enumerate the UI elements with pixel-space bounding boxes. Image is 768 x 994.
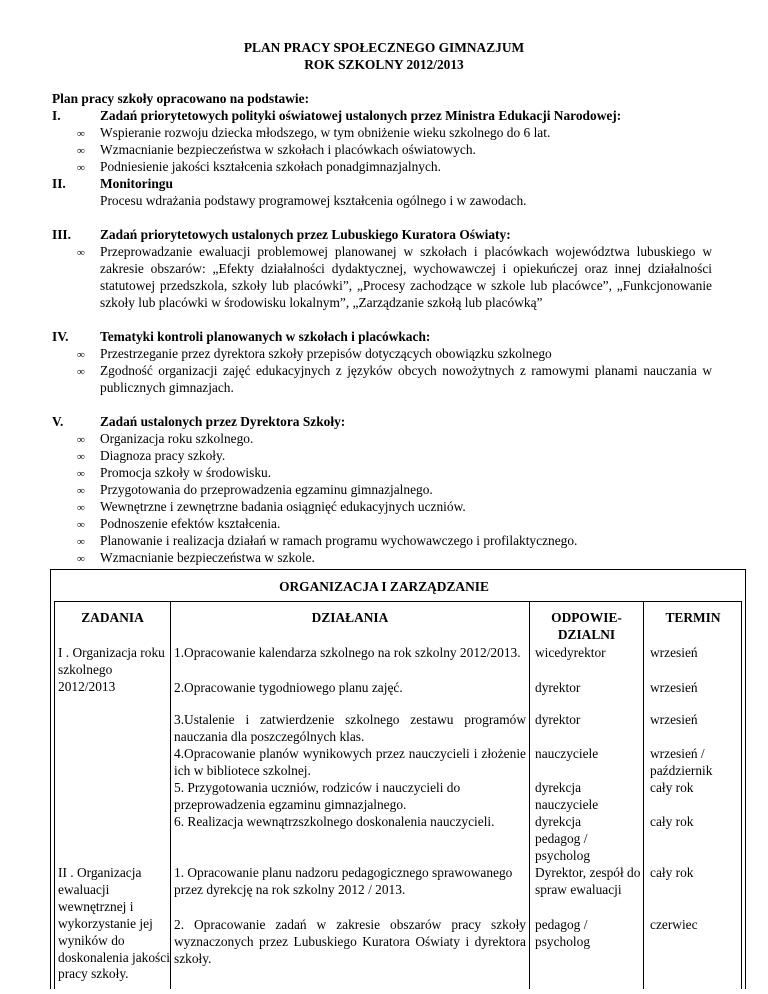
table-cell-dzialanie: 2. Opracowanie zadań w zakresie obszarów pracy szkoły wyznaczonych przez Lubuskiego Kuratora Oświaty i dyrektora szkoły.	[174, 917, 526, 966]
table-cell-odpowiedzialni: dyrekcja pedagog / psycholog	[535, 814, 591, 863]
table-cell-termin: wrzesień / październik	[650, 746, 713, 778]
table-cell-dzialanie: 5. Przygotowania uczniów, rodziców i nauczycieli do przeprowadzenia egzaminu gimnazjalnego.	[174, 780, 461, 812]
table-cell-odpowiedzialni: wicedyrektor	[535, 645, 606, 660]
table-cell-odpowiedzialni: dyrektor	[535, 680, 581, 695]
table-cell-odpowiedzialni: dyrekcja nauczyciele	[535, 780, 599, 812]
table-cell-odpowiedzialni: Dyrektor, zespół do spraw ewaluacji	[535, 865, 641, 897]
table-cell-odpowiedzialni: pedagog / psycholog	[535, 917, 591, 949]
bullet-icon: ∞	[77, 247, 85, 259]
bullet-text: Zgodność organizacji zajęć edukacyjnych z języków obcych nowożytnych z ramowymi planami nauczania w publicznych gimnazjach.	[100, 363, 712, 395]
bullet-icon: ∞	[77, 468, 85, 480]
section-heading: Tematyki kontroli planowanych w szkołach i placówkach:	[100, 329, 431, 344]
table-cell-odpowiedzialni: nauczyciele	[535, 746, 599, 761]
bullet-text: Diagnoza pracy szkoły.	[100, 448, 226, 463]
bullet-icon: ∞	[77, 451, 85, 463]
section-text: Procesu wdrażania podstawy programowej kształcenia ogólnego i w zawodach.	[100, 193, 527, 208]
table-cell-dzialanie: 1.Opracowanie kalendarza szkolnego na rok szkolny 2012/2013.	[174, 645, 521, 660]
bullet-icon: ∞	[77, 162, 85, 174]
bullet-icon: ∞	[77, 536, 85, 548]
section-number: V.	[52, 414, 64, 429]
bullet-text: Organizacja roku szkolnego.	[100, 431, 254, 446]
bullet-text: Promocja szkoły w środowisku.	[100, 465, 272, 480]
bullet-text: Planowanie i realizacja działań w ramach programu wychowawczego i profilaktycznego.	[100, 533, 578, 548]
school-year: ROK SZKOLNY 2012/2013	[304, 57, 464, 72]
bullet-text: Wzmacnianie bezpieczeństwa w szkołach i placówkach oświatowych.	[100, 142, 476, 157]
table-cell-dzialanie: 3.Ustalenie i zatwierdzenie szkolnego zestawu programów nauczania dla poszczególnych klas.	[174, 712, 526, 744]
bullet-icon: ∞	[77, 485, 85, 497]
table-cell-termin: wrzesień	[650, 680, 698, 695]
section-heading: Zadań ustalonych przez Dyrektora Szkoły:	[100, 414, 346, 429]
table-cell-termin: czerwiec	[650, 917, 698, 932]
bullet-icon: ∞	[77, 366, 85, 378]
column-header-dzialania: DZIAŁANIA	[311, 610, 389, 625]
table-cell-termin: cały rok	[650, 814, 694, 829]
bullet-text: Wspieranie rozwoju dziecka młodszego, w tym obniżenie wieku szkolnego do 6 lat.	[100, 125, 551, 140]
intro-line: Plan pracy szkoły opracowano na podstawie:	[52, 91, 310, 106]
section-heading: Zadań priorytetowych polityki oświatowej ustalonych przez Ministra Edukacji Narodowej:	[100, 108, 622, 123]
column-divider	[643, 601, 644, 989]
table-cell-zadanie: II . Organizacja ewaluacji wewnętrznej i wykorzystanie jej wyników do doskonalenia jakości pracy szkoły.	[58, 865, 170, 982]
doc-title: PLAN PRACY SPOŁECZNEGO GIMNAZJUM	[243, 40, 525, 55]
section-number: II.	[52, 176, 66, 191]
table-cell-termin: cały rok	[650, 780, 694, 795]
column-header-termin: TERMIN	[665, 610, 721, 625]
section-number: I.	[52, 108, 61, 123]
bullet-text: Wewnętrzne i zewnętrzne badania osiągnięć edukacyjnych uczniów.	[100, 499, 466, 514]
table-title: ORGANIZACJA I ZARZĄDZANIE	[279, 579, 489, 594]
table-cell-termin: wrzesień	[650, 712, 698, 727]
table-cell-dzialanie: 2.Opracowanie tygodniowego planu zajęć.	[174, 680, 403, 695]
bullet-text: Podnoszenie efektów kształcenia.	[100, 516, 281, 531]
bullet-icon: ∞	[77, 434, 85, 446]
bullet-text: Przestrzeganie przez dyrektora szkoły przepisów dotyczących obowiązku szkolnego	[100, 346, 552, 361]
bullet-icon: ∞	[77, 502, 85, 514]
table-cell-dzialanie: 1. Opracowanie planu nadzoru pedagogicznego sprawowanego przez dyrekcję na rok szkolny 2012 / 2013.	[174, 865, 513, 897]
bullet-text: Wzmacnianie bezpieczeństwa w szkole.	[100, 550, 315, 565]
column-header-zadania: ZADANIA	[81, 610, 144, 625]
bullet-icon: ∞	[77, 553, 85, 565]
bullet-text: Przygotowania do przeprowadzenia egzaminu gimnazjalnego.	[100, 482, 433, 497]
column-divider	[170, 601, 171, 989]
bullet-text: Przeprowadzanie ewaluacji problemowej planowanej w szkołach i placówkach województwa lubuskiego w zakresie obszarów: „Efekty działalności dydaktycznej, wychowawczej i opiekuńczej oraz innej działalności statutowej przedszkola, szkoły lub placówki”, „Procesy zachodzące w szkole lub placówce”, „Funkcjonowanie szkoły lub placówki w środowisku lokalnym”, „Zarządzanie szkołą lub placówką”	[100, 244, 712, 310]
table-cell-termin: wrzesień	[650, 645, 698, 660]
bullet-icon: ∞	[77, 128, 85, 140]
table-cell-odpowiedzialni: dyrektor	[535, 712, 581, 727]
column-header-odpowiedzialni: ODPOWIE- DZIALNI	[551, 610, 622, 642]
bullet-icon: ∞	[77, 519, 85, 531]
section-heading: Monitoringu	[100, 176, 173, 191]
table-cell-zadanie: I . Organizacja roku szkolnego 2012/2013	[58, 645, 165, 694]
table-cell-dzialanie: 4.Opracowanie planów wynikowych przez nauczycieli i złożenie ich w bibliotece szkolnej.	[174, 746, 526, 778]
table-cell-termin: cały rok	[650, 865, 694, 880]
bullet-icon: ∞	[77, 145, 85, 157]
section-heading: Zadań priorytetowych ustalonych przez Lubuskiego Kuratora Oświaty:	[100, 227, 511, 242]
bullet-icon: ∞	[77, 349, 85, 361]
column-divider	[529, 601, 530, 989]
section-number: IV.	[52, 329, 69, 344]
table-cell-dzialanie: 6. Realizacja wewnątrzszkolnego doskonalenia nauczycieli.	[174, 814, 495, 829]
bullet-text: Podniesienie jakości kształcenia szkołach ponadgimnazjalnych.	[100, 159, 441, 174]
section-number: III.	[52, 227, 71, 242]
